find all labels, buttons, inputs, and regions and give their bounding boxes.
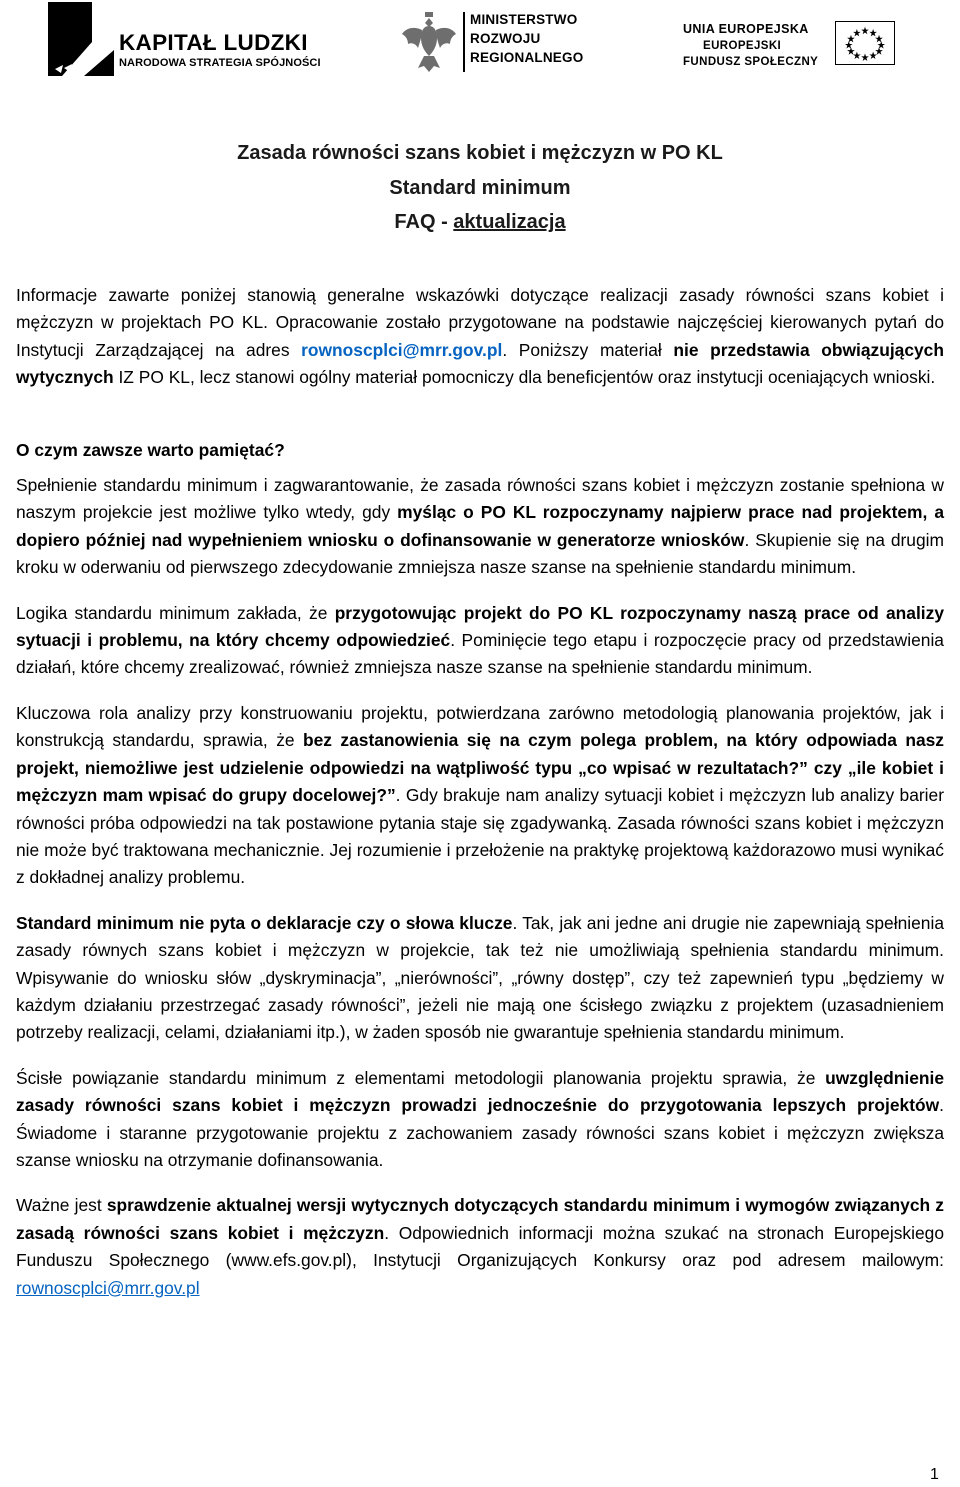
title-faq-prefix: FAQ - [394,211,454,233]
p6-text-1: Ważne jest [16,1195,107,1216]
eu-line-3: FUNDUSZ SPOŁECZNY [683,56,819,68]
title-line-2: Standard minimum [389,176,571,199]
p1-bold: myśląc o PO KL rozpoczynamy najpierw prace nad projektem, a dopiero później nad wypełnieniem wniosku o dofinansowanie w generatorze wniosków [16,502,945,550]
intro-bold-text: nie przedstawia obwiązujących wytycznych [16,339,944,388]
page-number: 1 [930,1466,939,1483]
p6-bold: sprawdzenie aktualnej wersji wytycznych dotyczących standardu minimum i wymogów związanych z zasadą równości szans kobiet i mężczyzn [16,1195,944,1243]
ministry-divider [463,12,465,72]
eu-logo [683,18,913,78]
document-title [0,136,960,240]
paragraph-3 [16,700,944,892]
intro-text-2: . Poniższy materiał [502,339,674,360]
ministry-line-2: ROZWOJU [470,31,541,46]
title-line-3 [0,205,960,240]
p5-text-2: . Świadome i staranne przygotowanie projektu z zachowaniem zasady równości szans kobiet i mężczyzn zwiększa szanse wniosku na otrzymanie dofinansowania. [16,1095,944,1170]
paragraph-1 [16,472,944,582]
title-line-1: Zasada równości szans kobiet i mężczyzn w PO KL [237,142,723,164]
p1-text-2: . Skupienie się na drugim kroku w oderwaniu od pierwszego zdecydowanie zmniejsza nasze szanse na spełnienie standardu minimum. [16,529,944,578]
paragraph-6 [16,1192,944,1302]
kapital-ludzki-mark-icon [48,2,114,76]
intro-paragraph [16,282,944,392]
p3-bold: bez zastanowienia się na czym polega problem, na który odpowiada nasz projekt, niemożliwe jest udzielenie odpowiedzi na wątpliwość typu „co wpisać w rezultatach?” czy „ile kobiet i mężczyzn mam wpisać do grupy docelowej?” [16,730,944,806]
ministry-line-3: REGIONALNEGO [470,50,584,65]
ministry-logo [398,10,618,76]
eagle-emblem-icon [398,10,460,76]
p5-text-1: Ścisłe powiązanie standardu minimum z elementami metodologii planowania projektu sprawia, że [16,1067,826,1088]
paragraph-2 [16,600,944,682]
p2-text-2: . Pominięcie tego etapu i rozpoczęcie pracy od przedstawienia działań, które chcemy zrealizować, również zmniejsza nasze szanse na spełnienie standardu minimum. [16,630,944,678]
p3-text-2: . Gdy brakuje nam analizy sytuacji kobiet i mężczyzn lub analizy barier równości próba odpowiedzi na tak postawione pytania staje się zgadywanką. Zasada równości szans kobiet i mężczyzn nie może być traktowana mechanicznie. Jej rozumienie i przełożenie na praktykę projektową każdorazowo musi wynikać z dokładnej analizy problemu. [16,785,945,888]
p6-text-2: . Odpowiednich informacji można szukać na stronach Europejskiego Funduszu Społecznego (www.efs.gov.pl), Instytucji Organizujących Konkursy oraz pod adresem mailowym: [16,1222,944,1271]
header-logos [0,0,960,80]
document-body [16,282,944,1302]
p5-bold: uwzględnienie zasady równości szans kobiet i mężczyzn prowadzi jednocześnie do przygotowania lepszych projektów [16,1067,944,1116]
eu-line-1: UNIA EUROPEJSKA [683,22,809,36]
p2-text-1: Logika standardu minimum zakłada, że [16,602,335,623]
p2-bold: przygotowując projekt do PO KL rozpoczynamy naszą prace od analizy sytuacji i problemu, na który chcemy odpowiedzieć [16,602,944,651]
kapital-ludzki-subtitle: NARODOWA STRATEGIA SPÓJNOŚCI [119,57,321,69]
kapital-ludzki-logo [48,2,328,76]
p1-text-1: Spełnienie standardu minimum i zagwarantowanie, że zasada równości szans kobiet i mężczyzn zostanie spełniona w naszym projekcie jest możliwe tylko wtedy, gdy [16,475,944,523]
eu-flag-icon [835,21,895,65]
paragraph-5 [16,1065,944,1175]
intro-text-1: Informacje zawarte poniżej stanowią generalne wskazówki dotyczące realizacji zasady równości szans kobiet i mężczyzn w projektach PO KL. Opracowanie zostało przygotowane na podstawie najczęściej kierowanych pytań do Instytucji Zarządzającej na adres [16,285,944,360]
p3-text-1: Kluczowa rola analizy przy konstruowaniu projektu, potwierdzana zarówno metodologią planowania projektów, jak i konstrukcją standardu, sprawia, że [16,702,944,751]
paragraph-4 [16,910,944,1047]
ministry-line-1: MINISTERSTWO [470,12,578,27]
intro-email-link[interactable]: rownoscplci@mrr.gov.pl [301,339,503,360]
title-update-underlined: aktualizacja [453,211,566,233]
eu-line-2: EUROPEJSKI [703,40,782,52]
p4-bold: Standard minimum nie pyta o deklaracje czy o słowa klucze [16,912,513,933]
kapital-ludzki-title: KAPITAŁ LUDZKI [119,30,308,55]
p4-text-1: . Tak, jak ani jedne ani drugie nie zapewniają spełnienia zasady równych szans kobiet i mężczyzn w projekcie, tak też nie umożliwiają spełnienia standardu minimum. Wpisywanie do wniosku słów „dyskryminacja”, „nierówności”, „równy dostęp”, czy też zapewnień typu „będziemy w każdym działaniu przestrzegać zasady równości”, jeżeli nie mają one ścisłego związku z projektem (uzasadnieniem potrzeby realizacji, celami, działaniami itp.), w żaden sposób nie gwarantuje spełnienia standardu minimum. [16,912,944,1043]
intro-text-3: IZ PO KL, lecz stanowi ogólny materiał pomocniczy dla beneficjentów oraz instytucji oceniających wnioski. [113,367,936,388]
section-heading: O czym zawsze warto pamiętać? [16,439,285,460]
p6-email-link[interactable]: rownoscplci@mrr.gov.pl [16,1277,200,1298]
